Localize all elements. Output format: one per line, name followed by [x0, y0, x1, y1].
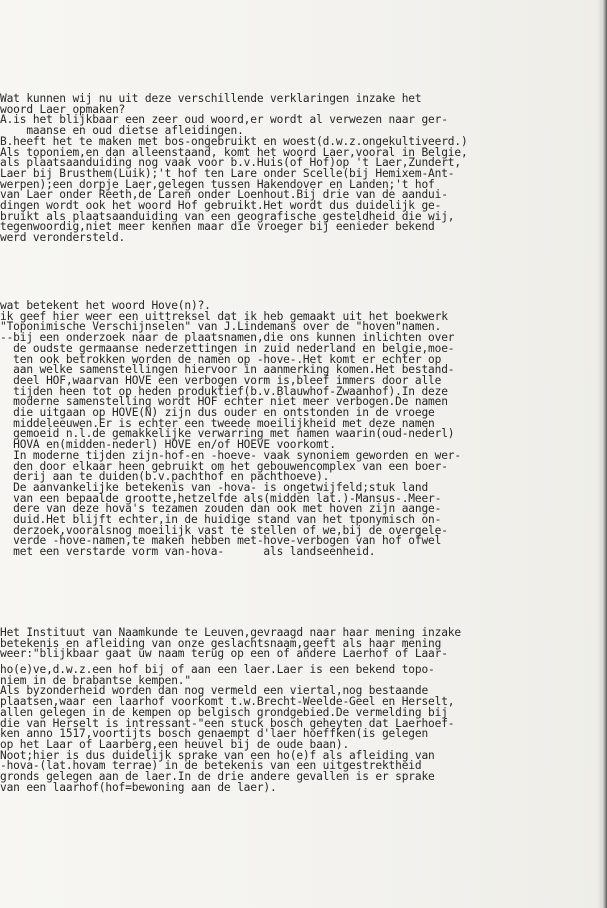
paragraph-instituut-naamkunde: Het Instituut van Naamkunde te Leuven,gevraagd naar haar mening inzake betekenis en afleiding van onze geslachtsnaam,geeft als haar mening weer:"blijkbaar gaat uw naam terug op een of andere Laerhof of Laar-	[0, 626, 461, 661]
paragraph-laarhof-places: ho(e)ve,d.w.z.een hof bij of aan een laer.Laer is een bekend topo- niem in de brabantse kempen." Als byzonderheid worden dan nog vermeld een viertal,nog bestaande plaatsen,waar een laarhof voorkomt t.w.Brecht-Weelde-Geel en Herselt, allen gelegen in de kempen op belgisch grondgebied.De vermelding bij die van Herselt is intressant-"een stuck bosch geheyten dat Laerhoef- ken anno 1517,voortijts bosch genaempt d'laer hoeffken(is gelegen op het Laar of Laarberg,een heuvel bij de oude baan). Noot;hier is dus duidelijk sprake van een ho(e)f als afleiding van -hova-(lat.hovam terrae) in de betekenis van een uitgestrektheid gronds gelegen aan de laer.In de drie andere gevallen is er sprake van een laarhof(hof=bewoning aan de laer).	[0, 663, 455, 794]
paragraph-hove-meaning: wat betekent het woord Hove(n)?. ik geef hier weer een uittreksel dat ik heb gemaakt uit het boekwerk "Toponimische Verschijnselen" van J.Lindemans over de "hoven"namen. --bij een onderzoek naar de plaatsnamen,die ons kunnen inlichten over de oudste germaanse nederzettingen in zuid nederland en belgie,moe- ten ook betrokken worden de namen op -hove-.Het komt er echter op aan welke samenstellingen hiervoor in aanmerking komen.Het bestand- deel HOF,waarvan HOVE een verbogen vorm is,bleef immers door alle tijden heen tot op heden produktief(b.v.Blauwhof-Zwaanhof).In deze moderne samenstelling wordt HOF echter niet meer verbogen.De namen die uitgaan op HOVE(N) zijn dus ouder en ontstonden in de vroege middeleeuwen.Er is echter een tweede moeilijkheid met deze namen gemoeid n.l.de gemakkelijke verwarring met namen waarin(oud-nederl) HOVA en(midden-nederl) HOVE en/of HOEVE voorkomt. In moderne tijden zijn-hof-en -hoeve- vaak synoniem geworden en wer- den door elkaar heen gebruikt om het gebouwencomplex van een boer- derij aan te duiden(b.v.pachthof en pachthoeve). De aanvankelijke betekenis van -hova- is ongetwijfeld;stuk land van een bepaalde grootte,hetzelfde als(midden lat.)-Mansus-.Meer- dere van deze hova's tezamen zouden dan ook met hoven zijn aange- duid.Het blijft echter,in de huidige stand van het tponymisch on- derzoek,vooralsnog moeilijk vast te stellen of we,bij de overgele- verde -hove-namen,te maken hebben met-hove-verbogen van hof ofwel met een verstarde vorm van-hova- als landseenheid.	[0, 299, 461, 559]
page-edge-shadow	[597, 0, 607, 908]
paragraph-laer-conclusions: Wat kunnen wij nu uit deze verschillende verklaringen inzake het woord Laer opmaken? A.is het blijkbaar een zeer oud woord,er wordt al verwezen naar ger- maanse en oud dietse afleidingen. B.heeft het te maken met bos-ongebruikt en woest(d.w.z.ongekultiveerd.) Als toponiem,en dan alleenstaand, komt het woord Laer,vooral in Belgie, als plaatsaanduiding nog vaak voor b.v.Huis(of Hof)op 't Laer,Zundert, Laer bij Brusthem(Luik);'t hof ten Lare onder Scelle(bij Hemixem-Ant- werpen);een dorpje Laer,gelegen tussen Hakendover en Landen;'t hof van Laer onder Reeth,de Laren onder Loenhout.Bij drie van de aandui- dingen wordt ook het woord Hof gebruikt.Het wordt dus duidelijk ge- bruikt als plaatsaanduiding van een geografische gesteldheid die wij, tegenwoordig,niet meer kennen maar die vroeger bij eenieder bekend werd verondersteld.	[0, 92, 468, 245]
